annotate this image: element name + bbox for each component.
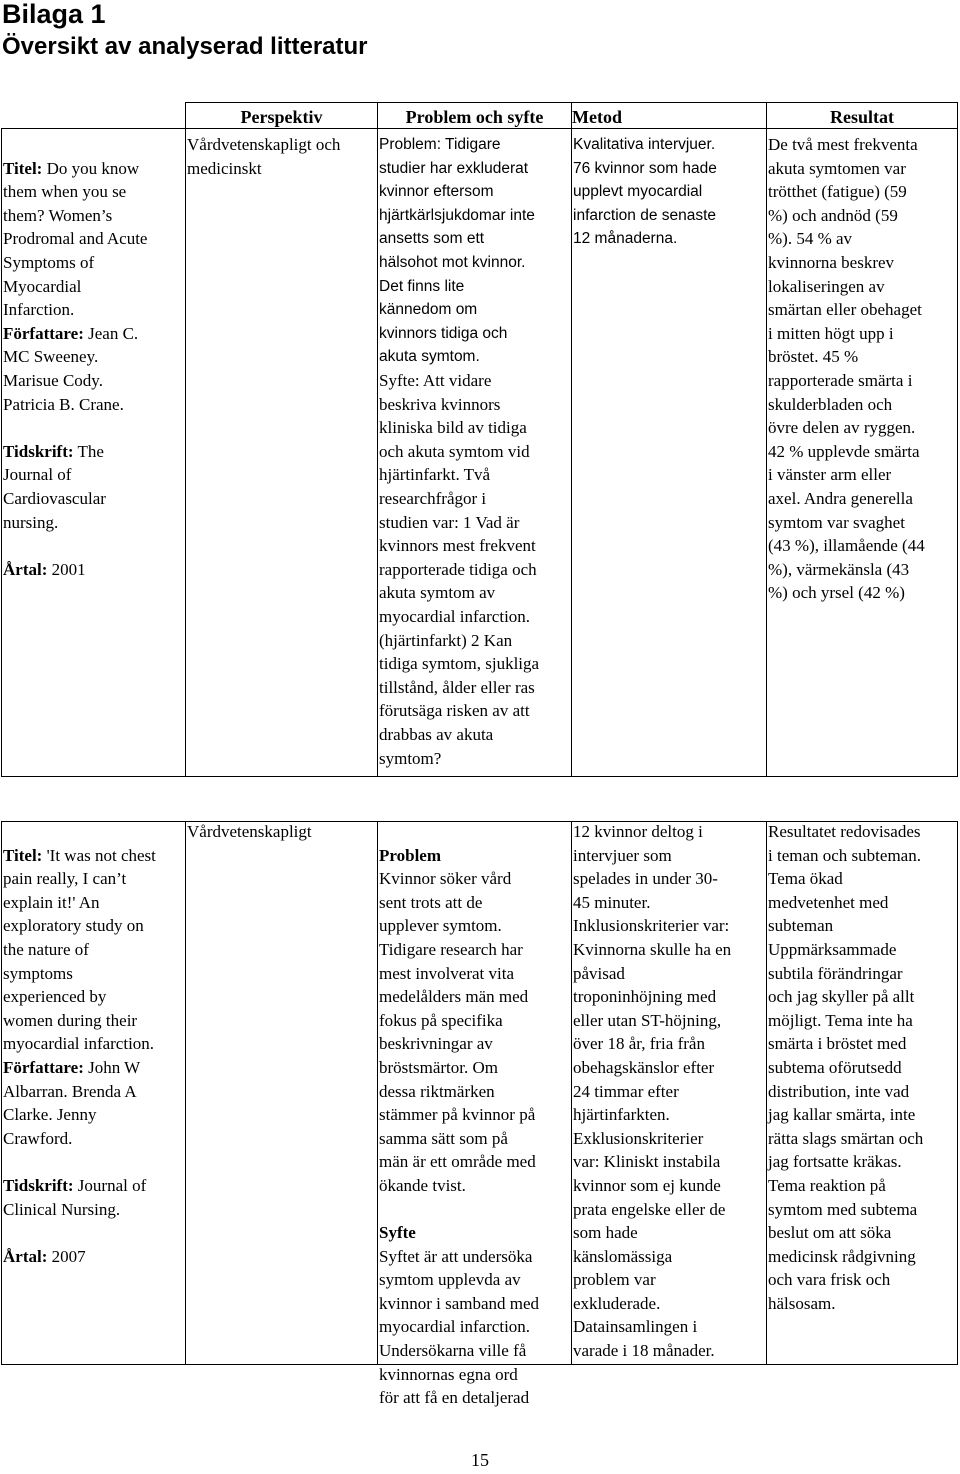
col-border	[185, 102, 186, 776]
row2-problem-cell	[379, 820, 571, 1433]
authors-label: Författare:	[3, 1057, 84, 1077]
header-method: Metod	[572, 107, 622, 127]
authors-label: Författare:	[3, 323, 84, 343]
article-year: 2001	[51, 559, 86, 579]
article-year: 2007	[51, 1246, 86, 1266]
article-journal: Journal of Clinical Nursing.	[3, 1175, 147, 1219]
col-border	[377, 821, 378, 1364]
article-title: 'It was not chest pain really, I can’t explain it!' An exploratory study on the nature of symptoms experienced by women during their myocardial infarction.	[3, 845, 156, 1054]
purpose-label: Syfte	[379, 1223, 416, 1243]
row1-perspective: Vårdvetenskapligt och medicinskt	[187, 135, 341, 178]
title-label: Titel:	[3, 845, 43, 865]
col-border	[377, 102, 378, 776]
title-label: Titel:	[3, 158, 43, 178]
row1-article-cell	[3, 133, 185, 605]
page-number: 15	[471, 1450, 489, 1470]
col-border	[571, 821, 572, 1364]
header-problem: Problem och syfte	[405, 107, 544, 127]
year-label: Årtal:	[3, 559, 48, 579]
col-border	[766, 102, 767, 776]
year-label: Årtal:	[3, 1246, 48, 1266]
header-result: Resultat	[830, 107, 894, 127]
journal-label: Tidskrift:	[3, 441, 74, 461]
row2-result: Resultatet redovisades i teman och subteman. Tema ökad medvetenhet med subteman Uppmärksammade subtila förändringar och jag skyller på allt möjligt. Tema inte ha smärta i bröstet med subtema oförutsedd distribution, inte vad jag kallar smärta, inte rätta slags smärtan och jag fortsatte kräkas. Tema reaktion på symtom med subtema beslut om att söka medicinsk rådgivning och vara frisk och hälsosam.	[768, 822, 924, 1313]
article-journal: The Journal of Cardiovascular nursing.	[3, 441, 106, 532]
row2-article-cell	[3, 820, 185, 1292]
col-border	[766, 821, 767, 1364]
header-bottom-border	[1, 128, 958, 129]
col-border	[571, 102, 572, 776]
row2-method: 12 kvinnor deltog i intervjuer som spelades in under 30- 45 minuter. Inklusionskriterier var: Kvinnorna skulle ha en påvisad troponinhöjning med eller utan ST-höjning, över 18 år, fria från obehagskänslor efter 24 timmar efter hjärtinfarkten. Exklusionskriterier var: Kliniskt instabila kvinnor som ej kunde prata engelske eller de som hade känslomässiga problem var exkluderade. Datainsamlingen i varade i 18 månader.	[573, 822, 732, 1361]
row1-purpose: Syfte: Att vidare beskriva kvinnors kliniska bild av tidiga och akuta symtom vid hjärtinfarkt. Två researchfrågor i studien var: 1 Vad är kvinnors mest frekvent rapporterade tidiga och akuta symtom av myocardial infarction. (hjärtinfarkt) 2 Kan tidiga symtom, sjukliga tillstånd, ålder eller ras förutsäga risken av att drabbas av akuta symtom?	[379, 371, 540, 768]
row2-problem: Kvinnor söker vård sent trots att de upplever symtom. Tidigare research har mest involverat vita medelålders män med fokus på specifika beskrivningar av bröstsmärtor. Om dessa riktmärken stämmer på kvinnor på samma sätt som på män är ett område med ökande tvist.	[379, 869, 536, 1195]
page-title: Bilaga 1	[2, 0, 106, 29]
article-authors: John W Albarran. Brenda A Clarke. Jenny Crawford.	[3, 1057, 141, 1148]
row2-purpose: Syftet är att undersöka symtom upplevda av kvinnor i samband med myocardial infarction. Undersökarna ville få kvinnornas egna ord för att få en detaljerad	[379, 1246, 540, 1408]
journal-label: Tidskrift:	[3, 1175, 74, 1195]
col-border	[1, 128, 2, 776]
row1-result: De två mest frekventa akuta symtomen var trötthet (fatigue) (59 %) och andnöd (59 %). 54 % av kvinnorna beskrev lokaliseringen av smärtan eller obehaget i mitten högt upp i bröstet. 45 % rapporterade smärta i skulderbladen och övre delen av ryggen. 42 % upplevde smärta i vänster arm eller axel. Andra generella symtom var svaghet (43 %), illamående (44 %), värmekänsla (43 %) och yrsel (42 %)	[768, 135, 925, 603]
row1-bottom-border	[1, 776, 958, 777]
article-authors: Jean C. MC Sweeney. Marisue Cody. Patricia B. Crane.	[3, 323, 139, 414]
col-border	[1, 821, 2, 1364]
row1-problem: Problem: Tidigare studier har exkluderat kvinnor eftersom hjärtkärlsjukdomar inte ansetts som ett hälsohot mot kvinnor. Det finns lite kännedom om kvinnors tidiga och akuta symtom.	[379, 136, 535, 366]
row2-perspective: Vårdvetenskapligt	[187, 822, 312, 841]
row1-method: Kvalitativa intervjuer. 76 kvinnor som hade upplevt myocardial infarction de senaste 12 månaderna.	[573, 136, 717, 248]
page-subtitle: Översikt av analyserad litteratur	[2, 33, 368, 60]
col-border	[957, 102, 958, 776]
col-border	[957, 821, 958, 1364]
article-title: Do you know them when you se them? Women’s Prodromal and Acute Symptoms of Myocardial Infarction.	[3, 158, 148, 320]
problem-label: Problem	[379, 845, 442, 865]
col-border	[185, 821, 186, 1364]
header-perspective: Perspektiv	[240, 107, 323, 127]
